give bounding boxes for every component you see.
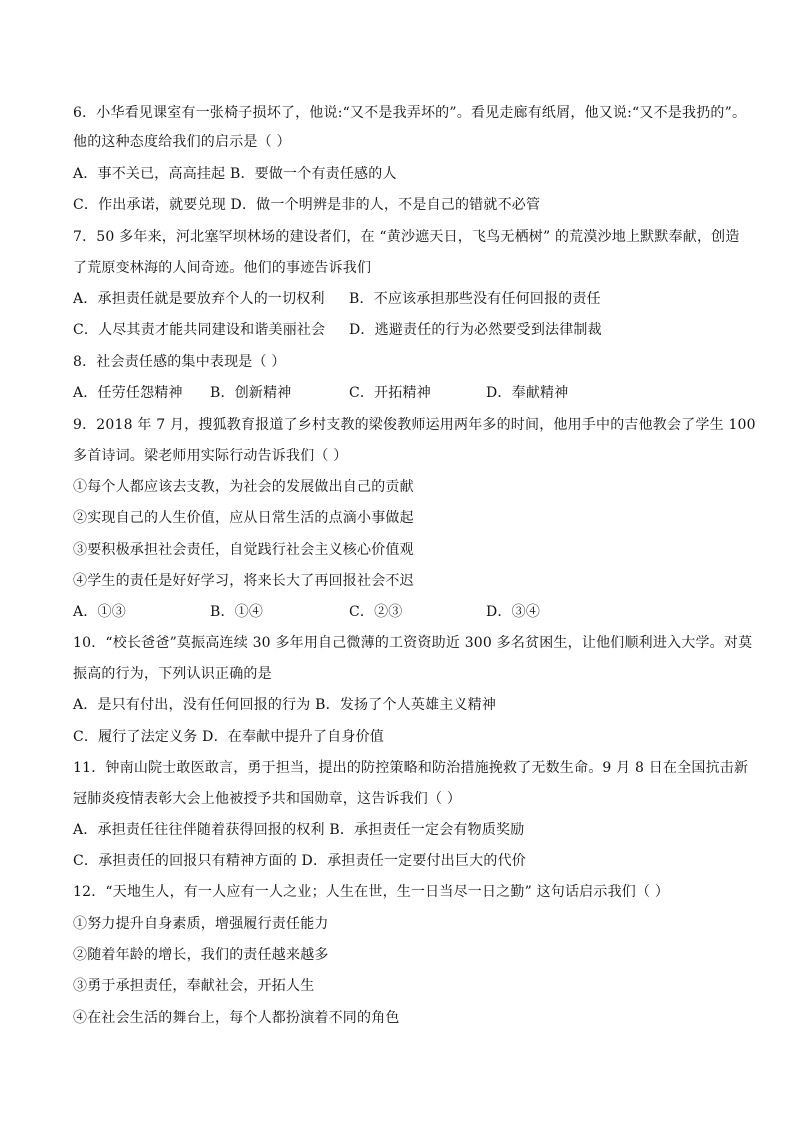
q8-option-a: A．任劳任怨精神 [73,385,183,401]
q8-option-b: B．创新精神 [210,385,292,401]
q11-stem-line2: 冠肺炎疫情表彰大会上他被授予共和国勋章，这告诉我们（ ） [73,791,462,807]
q9-option-b: B．①④ [210,604,264,620]
q11-options-ab: A．承担责任往往伴随着获得回报的权利 B．承担责任一定会有物质奖励 [73,822,525,838]
q6-options-cd: C．作出承诺，就要兑现 D．做一个明辨是非的人，不是自己的错就不必管 [73,197,541,213]
q8-option-c: C．开拓精神 [349,385,431,401]
q11-options-cd: C．承担责任的回报只有精神方面的 D．承担责任一定要付出巨大的代价 [73,853,526,869]
q9-statement-4: ④学生的责任是好好学习，将来长大了再回报社会不迟 [73,573,414,589]
q10-stem-line1: 10．“校长爸爸”莫振高连续 30 多年用自己微薄的工资资助近 300 多名贫困生，让他们顺利进入大学。对莫 [73,635,753,651]
q12-stem: 12．“天地生人，有一人应有一人之业；人生在世，生一日当尽一日之勤” 这句话启示我们（ ） [73,884,670,900]
q10-options-cd: C．履行了法定义务 D．在奉献中提升了自身价值 [73,729,384,745]
q10-options-ab: A．是只有付出，没有任何回报的行为 B．发扬了个人英雄主义精神 [73,697,497,713]
q9-statement-1: ①每个人都应该去支教，为社会的发展做出自己的贡献 [73,479,414,495]
q9-stem-line1: 9．2018 年 7 月，搜狐教育报道了乡村支教的梁俊教师运用两年多的时间，他用手中的吉他教会了学生 100 [73,417,756,433]
q6-options-ab: A．事不关已，高高挂起 B．要做一个有责任感的人 [73,166,397,182]
q9-option-c: C．②③ [349,604,403,620]
q6-stem-line1: 6．小华看见课室有一张椅子损坏了，他说:“又不是我弄坏的”。看见走廊有纸屑，他又说:“又不是我扔的”。 [73,105,747,121]
q7-stem-line2: 了荒原变林海的人间奇迹。他们的事迹告诉我们 [73,260,372,276]
q7-option-b: B．不应该承担那些没有任何回报的责任 [349,291,601,307]
q9-statement-3: ③要积极承担社会责任，自觉践行社会主义核心价值观 [73,542,414,558]
q7-option-a: A．承担责任就是要放弃个人的一切权利 [73,291,325,307]
q7-stem-line1: 7．50 多年来，河北塞罕坝林场的建设者们，在 “黄沙遮天日，飞鸟无栖树” 的荒漠沙地上默默奉献，创造 [73,229,740,245]
q7-option-d: D．逃避责任的行为必然要受到法律制裁 [349,322,602,338]
q9-stem-line2: 多首诗词。梁老师用实际行动告诉我们（ ） [73,448,348,464]
q8-option-d: D．奉献精神 [486,385,569,401]
q12-statement-1: ①努力提升自身素质，增强履行责任能力 [73,916,329,932]
q11-stem-line1: 11．钟南山院士敢医敢言，勇于担当，提出的防控策略和防治措施挽救了无数生命。9 月 8 日在全国抗击新 [73,760,749,776]
q12-statement-4: ④在社会生活的舞台上，每个人都扮演着不同的角色 [73,1010,400,1026]
q12-statement-2: ②随着年龄的增长，我们的责任越来越多 [73,947,329,963]
q6-stem-line2: 他的这种态度给我们的启示是（ ） [73,134,291,150]
q9-option-d: D．③④ [486,604,541,620]
q9-statement-2: ②实现自己的人生价值，应从日常生活的点滴小事做起 [73,510,414,526]
q12-statement-3: ③勇于承担责任，奉献社会，开拓人生 [73,978,315,994]
q10-stem-line2: 振高的行为，下列认识正确的是 [73,666,272,682]
q8-stem: 8．社会责任感的集中表现是（ ） [73,354,286,370]
q9-option-a: A．①③ [73,604,126,620]
q7-option-c: C．人尽其责才能共同建设和谐美丽社会 [73,322,326,338]
